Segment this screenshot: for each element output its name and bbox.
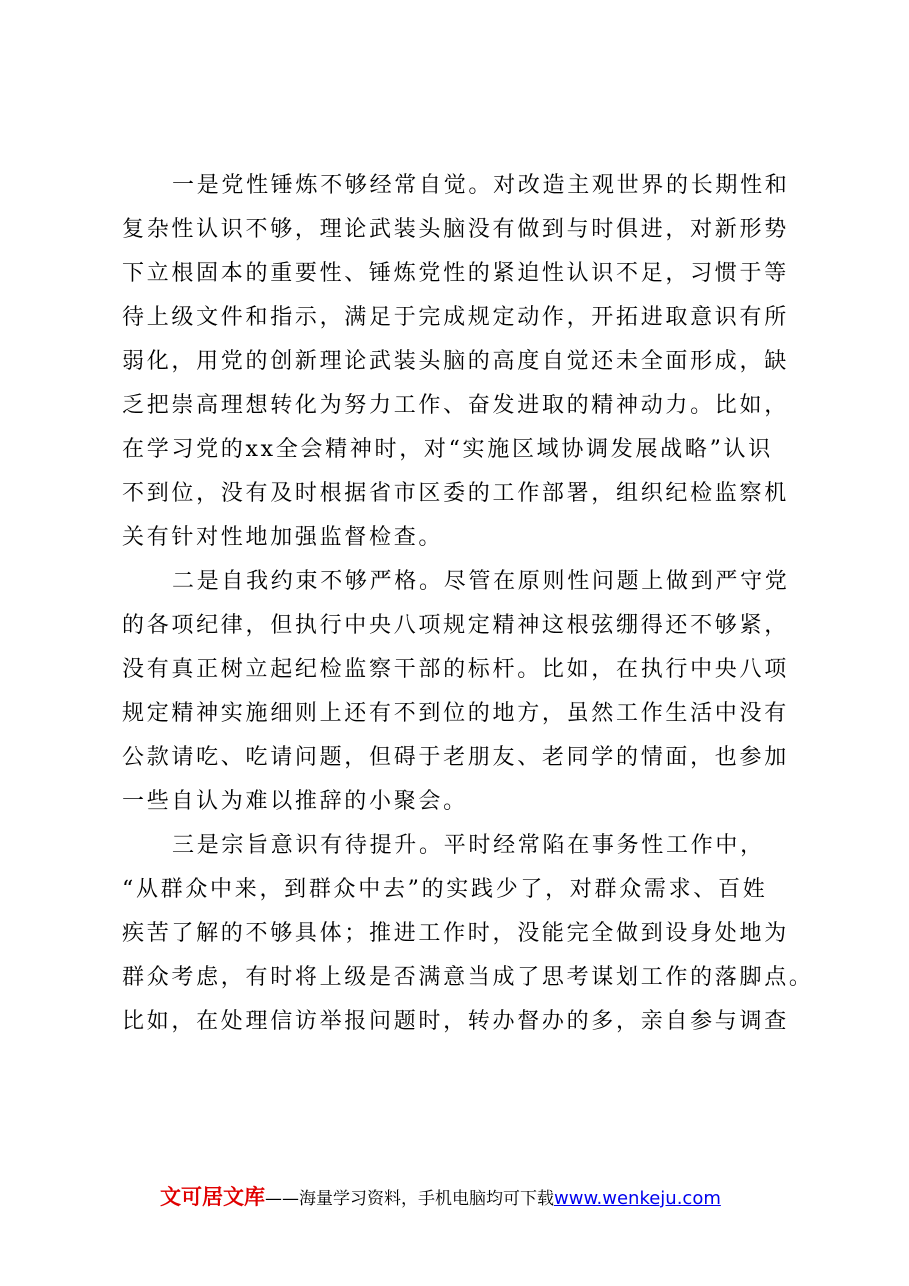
footer-slogan: ——海量学习资料，手机电脑均可下载 [265, 1189, 554, 1209]
document-body [122, 164, 814, 1044]
text-line: 复杂性认识不够，理论武装头脑没有做到与时俱进，对新形势 [122, 217, 789, 242]
text-line: 二是自我约束不够严格。尽管在原则性问题上做到严守党 [172, 569, 790, 594]
text-line: “从群众中来，到群众中去”的实践少了，对群众需求、百姓 [122, 877, 768, 902]
text-line: 公款请吃、吃请问题，但碍于老朋友、老同学的情面，也参加 [122, 745, 789, 770]
page-footer [160, 1182, 800, 1214]
text-line: 弱化，用党的创新理论武装头脑的高度自觉还未全面形成，缺 [122, 349, 789, 374]
text-line: 比如，在处理信访举报问题时，转办督办的多，亲自参与调查 [122, 1009, 789, 1034]
text-line: 下立根固本的重要性、锤炼党性的紧迫性认识不足，习惯于等 [122, 261, 789, 286]
footer-brand: 文可居文库 [160, 1185, 265, 1209]
text-line: 规定精神实施细则上还有不到位的地方，虽然工作生活中没有 [122, 701, 789, 726]
text-line: 乏把崇高理想转化为努力工作、奋发进取的精神动力。比如， [122, 393, 789, 418]
text-line: 不到位，没有及时根据省市区委的工作部署，组织纪检监察机 [122, 481, 789, 506]
text-line: 一些自认为难以推辞的小聚会。 [122, 789, 468, 814]
text-line: 三是宗旨意识有待提升。平时经常陷在事务性工作中， [172, 833, 765, 858]
text-line: 一是党性锤炼不够经常自觉。对改造主观世界的长期性和 [172, 173, 790, 198]
text-line: 疾苦了解的不够具体；推进工作时，没能完全做到设身处地为 [122, 921, 789, 946]
text-line: 没有真正树立起纪检监察干部的标杆。比如，在执行中央八项 [122, 657, 789, 682]
text-line: 的各项纪律，但执行中央八项规定精神这根弦绷得还不够紧， [122, 613, 789, 638]
text-line: 群众考虑，有时将上级是否满意当成了思考谋划工作的落脚点。 [122, 965, 814, 990]
paragraph-party-spirit [122, 164, 802, 560]
text-line: 关有针对性地加强监督检查。 [122, 525, 444, 550]
paragraph-purpose-awareness [122, 824, 814, 1044]
footer-website-link[interactable]: www.wenkeju.com [554, 1188, 721, 1209]
text-line: 待上级文件和指示，满足于完成规定动作，开拓进取意识有所 [122, 305, 789, 330]
text-line: 在学习党的xx全会精神时，对“实施区域协调发展战略”认识 [122, 437, 773, 462]
paragraph-self-discipline [122, 560, 802, 824]
